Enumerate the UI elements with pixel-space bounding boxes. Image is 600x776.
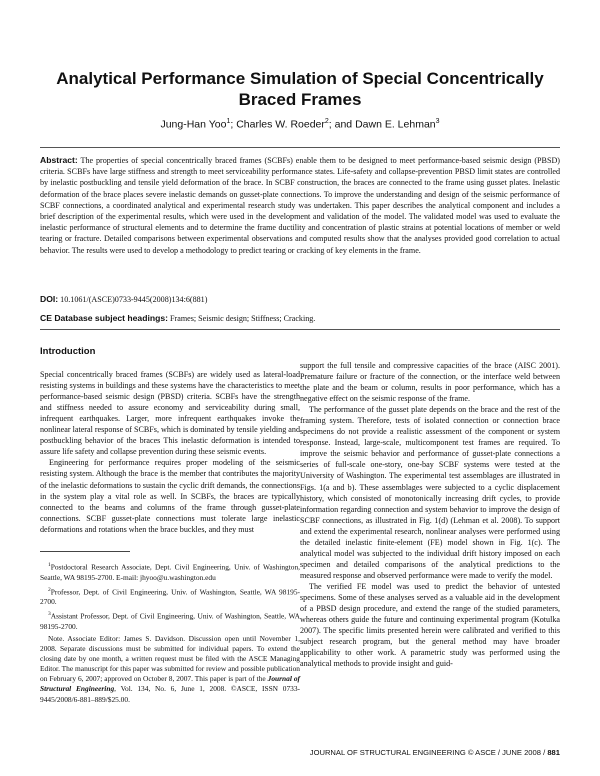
paragraph: support the full tensile and compressive capacities of the brace (AISC 2001). Premature failure or fracture of the connection, or the interface weld between the plate and the beam or column, results in poor performance, which has a negative effect on the seismic response of the frame. (300, 361, 560, 404)
doi-line (40, 294, 560, 304)
paragraph: Special concentrically braced frames (SCBFs) are widely used as lateral-load resisting systems in buildings and these systems have the characteristics to meet performance-based seismic design (PBSD) criteria. SCBFs have the strength and stiffness needed to assure economy and serviceability during small, infrequent earthquakes. Larger, more infrequent earthquakes invoke the nonlinear lateral response of SCBFs, which is dominated by tensile yielding and postbuckling behavior of the braces This inelastic deformation is intended to assure life safety and collapse prevention during these seismic events. (40, 370, 300, 457)
footnote: $^2$Professor, Dept. of Civil Engineering, Univ. of Washington, Seattle, WA 98195-2700. (40, 586, 300, 607)
footnote-divider (40, 551, 130, 552)
paragraph: Engineering for performance requires proper modeling of the seismic resisting system. Although the brace is the member that contributes the majority of the inelastic deformations to sustain the cyclic drift demands, the connections in the system play a vital role as well. In SCBFs, the braces are typically connected to the beams and columns of the frame through gusset-plate connections. SCBF gusset-plate connections must tolerate large inelastic deformations and rotations when the brace buckles, and they must (40, 458, 300, 534)
author-mark: 3 (435, 118, 440, 125)
paragraph: The verified FE model was used to predict the behavior of untested specimens. Some of these analyses served as a valuable aid in the development of a PBSD design procedure, and extend the range of the studied parameters, whereas others guide the future and continuing experimental program (Kotulka 2007). The specific limits presented herein were calibrated and verified to this subject research program, but the general method may have broader applicability to other work. A parametric study was performed using the analytical methods to provide insight and guid- (300, 581, 560, 669)
doi-value[interactable]: 10.1061/(ASCE)0733-9445(2008)134:6(881) (60, 295, 208, 304)
paragraph: The performance of the gusset plate depends on the brace and the rest of the framing system. Therefore, tests of isolated connection or connection brace specimens do not provide a realistic assessment of the component or system response. Instead, large-scale, multicomponent test frames are required. To improve the seismic behavior and performance of gusset-plate connections a series of full-scale one-story, one-bay SCBF systems were tested at the University of Washington. The experimental test assemblages are illustrated in Figs. 1(a and b). These assemblages were subjected to a cyclic displacement history, which consisted of monotonically increasing drift cycles, to provide information regarding connection and system behavior to improve the design of SCBF connections, as illustrated in Fig. 1(d) (Lehman et al. 2008). To support and extend the experimental research, nonlinear analyses were performed using the detailed inelastic finite-element (FE) model shown in Fig. 1(c). The analytical model was subjected to the individual drift history imposed on each specimen and detailed comparisons of the analytical predictions to the measured response and observed performance were made to verify the model. (300, 405, 560, 580)
footnotes (40, 560, 300, 707)
subject-headings-label: CE Database subject headings: (40, 313, 168, 323)
right-column (300, 360, 560, 669)
abstract-divider (40, 329, 560, 330)
author-mark: 1 (226, 118, 231, 125)
page-footer (310, 748, 560, 757)
author-name: Dawn E. Lehman (355, 118, 436, 131)
doi-label: DOI: (40, 294, 59, 304)
author-name: Jung-Han Yoo (160, 118, 227, 131)
author-list (40, 118, 560, 131)
subject-headings (40, 313, 560, 323)
author-mark: 2 (324, 118, 329, 125)
page-number: 881 (547, 748, 560, 757)
journal-name: Journal of Structural Engineering (40, 674, 300, 694)
footnote: $^1$Postdoctoral Research Associate, Dept. Civil Engineering, Univ. of Washington, Seattle, WA 98195-2700. E-mail: jhyoo@u.washington.edu (40, 562, 300, 582)
left-column (40, 346, 300, 535)
header-divider (40, 147, 560, 148)
author-separator: ; and (328, 118, 356, 131)
paper-title: Analytical Performance Simulation of Special Concentrically Braced Frames (56, 69, 544, 109)
footnote-mark: 1 (48, 562, 51, 568)
author-name: Charles W. Roeder (236, 118, 325, 131)
abstract (40, 155, 560, 256)
abstract-text: The properties of special concentrically braced frames (SCBFs) enable them to be designed to meet performance-based seismic design (PBSD) criteria. SCBFs have large stiffness and strength to meet serviceability performance states. Life-safety and collapse-prevention PBSD limit states are controlled by inelastic postbuckling and tensile yield deformation of the brace. In SCBF construction, the braces are connected to the frame using gusset plates. Inelastic deformation of the brace places severe inelastic demands on gusset-plate connections. To improve the understanding and design of the seismic performance of SCBF connections, a coordinated analytical and experimental research study was undertaken. This paper describes the analytical component and includes a brief description of the experimental results, which were used in the development and validation of the model. The validated model was used to evaluate the inelastic performance of structural elements and to determine the frame ductility and concentration of plastic strains at potential locations of member or weld tearing or fracture. Detailed comparisons between experimental observations and computed results show that the analyses provided good correlation to actual behavior. The results were used to develop a methodology to predict tearing or cracking of key elements in the frame. (40, 156, 560, 255)
footnote-mark: 2 (48, 586, 51, 593)
subject-headings-value: Frames; Seismic design; Stiffness; Cracking. (170, 314, 316, 323)
footnote: $^3$Assistant Professor, Dept. of Civil Engineering, Univ. of Washington, Seattle, WA 98195-2700. (40, 611, 300, 631)
footer-journal: JOURNAL OF STRUCTURAL ENGINEERING © ASCE / JUNE 2008 / (309, 748, 546, 757)
abstract-label: Abstract: (40, 155, 78, 165)
editorial-note: Note. Associate Editor: James S. Davidson. Discussion open until November 1, 2008. Separate discussions must be submitted for individual papers. To extend the closing date by one month, a written request must be filed with the ASCE Managing Editor. The manuscript for this paper was submitted for review and possible publication on February 6, 2007; approved on October 8, 2007. This paper is part of the Journal of Structural Engineering, Vol. 134, No. 6, June 1, 2008. ©ASCE, ISSN 0733-9445/2008/6-881–889/$25.00. (40, 633, 300, 704)
section-heading: Introduction (40, 346, 96, 357)
footnote-mark: 3 (48, 611, 51, 618)
author-separator: ; (230, 118, 237, 131)
